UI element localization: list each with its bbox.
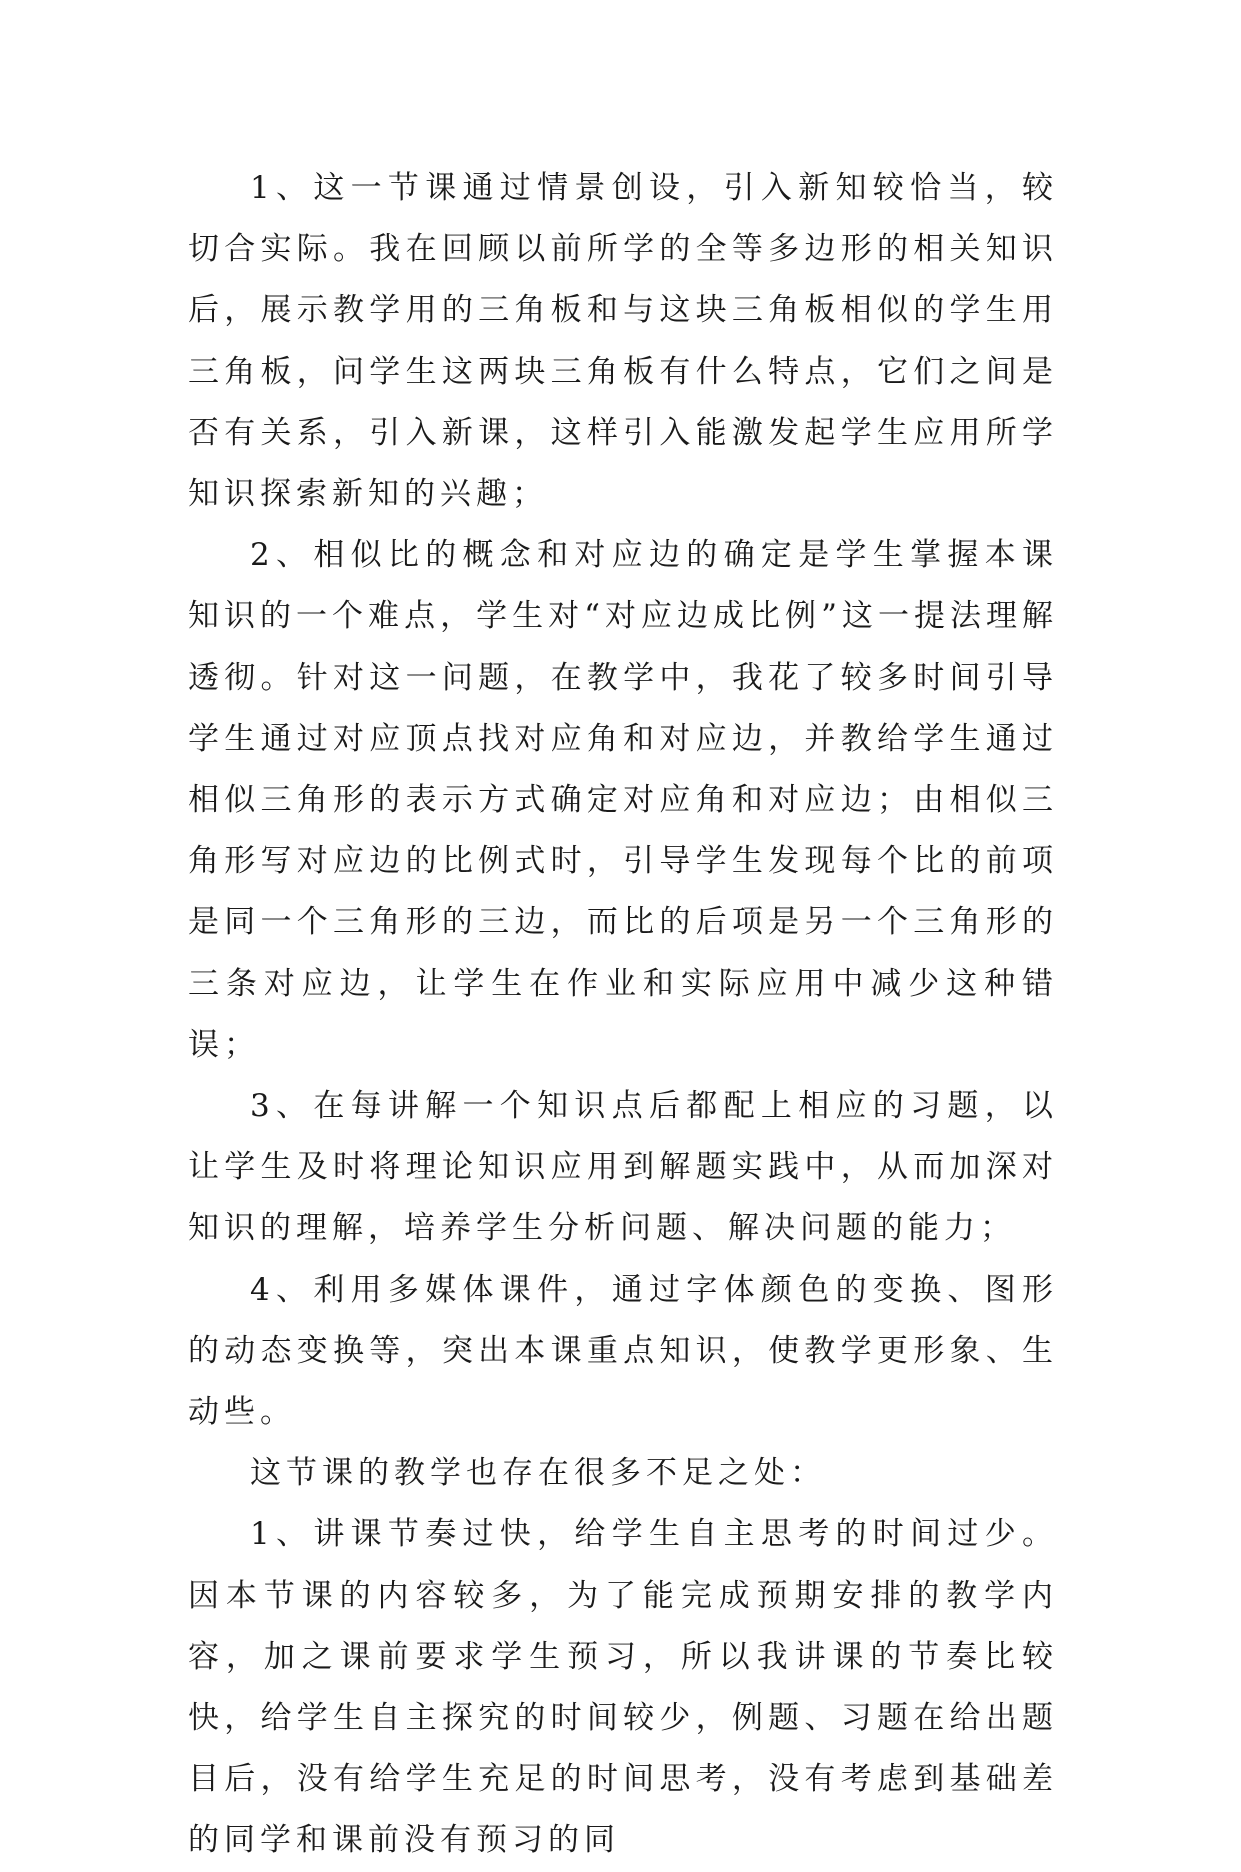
paragraph-shortcoming-1: 1、讲课节奏过快，给学生自主思考的时间过少。因本节课的内容较多，为了能完成预期安排的教学内容，加之课前要求学生预习，所以我讲课的节奏比较快，给学生自主探究的时间较少，例题、习题在给出题目后，没有给学生充足的时间思考，没有考虑到基础差的同学和课前没有预习的同: [188, 1516, 1058, 1859]
paragraph-advantage-2: 2、相似比的概念和对应边的确定是学生掌握本课知识的一个难点，学生对“对应边成比例”这一提法理解透彻。针对这一问题，在教学中，我花了较多时间引导学生通过对应顶点找对应角和对应边，并教给学生通过相似三角形的表示方式确定对应角和对应边；由相似三角形写对应边的比例式时，引导学生发现每个比的前项是同一个三角形的三边，而比的后项是另一个三角形的三条对应边，让学生在作业和实际应用中减少这种错误；: [188, 537, 1058, 1063]
document-body: [188, 158, 1058, 1872]
paragraph-advantage-3: 3、在每讲解一个知识点后都配上相应的习题，以让学生及时将理论知识应用到解题实践中，从而加深对知识的理解，培养学生分析问题、解决问题的能力；: [188, 1088, 1058, 1247]
paragraph-advantage-4: 4、利用多媒体课件，通过字体颜色的变换、图形的动态变换等，突出本课重点知识，使教学更形象、生动些。: [188, 1271, 1058, 1431]
paragraph-shortcomings-intro: 这节课的教学也存在很多不足之处：: [250, 1455, 826, 1492]
paragraph-advantage-1: 1、这一节课通过情景创设，引入新知较恰当，较切合实际。我在回顾以前所学的全等多边形的相关知识后，展示教学用的三角板和与这块三角板相似的学生用三角板，问学生这两块三角板有什么特点，它们之间是否有关系，引入新课，这样引入能激发起学生应用所学知识探索新知的兴趣；: [188, 170, 1058, 513]
